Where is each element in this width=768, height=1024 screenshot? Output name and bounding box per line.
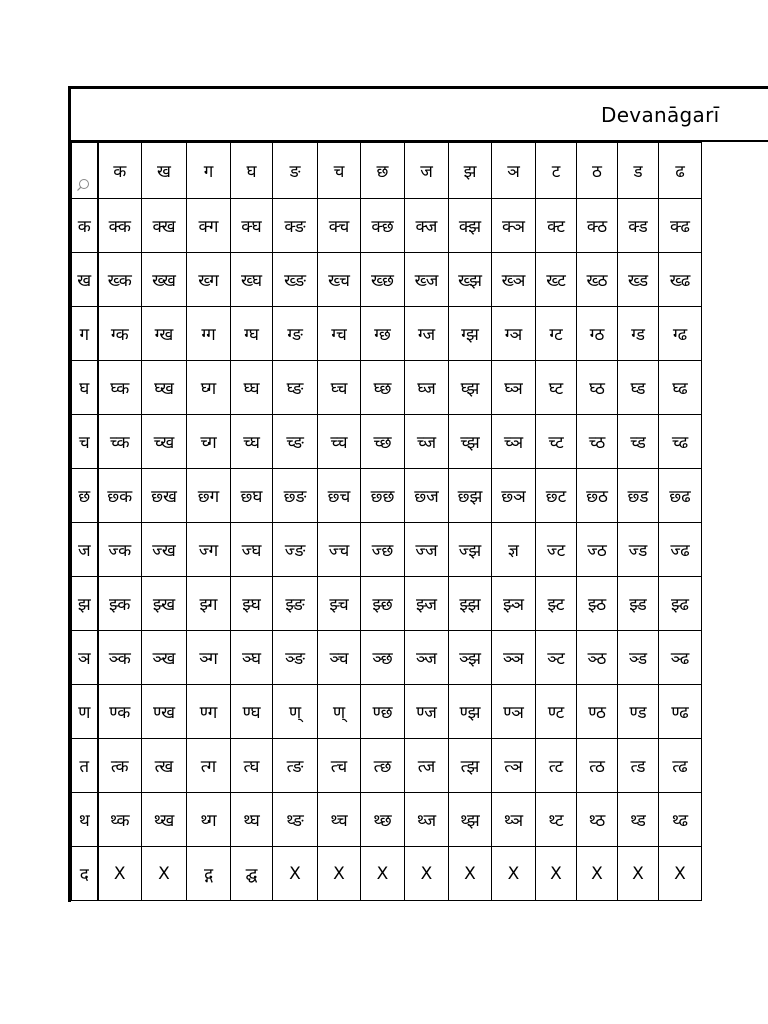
column-header: ख (142, 143, 187, 199)
conjunct-cell: च्ङ (273, 415, 318, 469)
row-header: ञ (72, 631, 98, 685)
conjunct-cell: ण्घ (231, 685, 273, 739)
row-header: ज (72, 523, 98, 577)
conjunct-cell: X (142, 847, 187, 901)
conjunct-cell: छ्झ (449, 469, 492, 523)
conjunct-cell: क्छ (361, 199, 405, 253)
conjunct-cell: ञ्क (98, 631, 142, 685)
conjunct-cell: ण् (273, 685, 318, 739)
conjunct-cell: च्ञ (492, 415, 536, 469)
conjunct-cell: त्ञ (492, 739, 536, 793)
table-row (72, 847, 702, 901)
conjunct-cell: छ्ट (536, 469, 577, 523)
conjunct-cell: छ्ख (142, 469, 187, 523)
conjunct-cell: छ्ज (405, 469, 449, 523)
conjunct-cell: झ्झ (449, 577, 492, 631)
conjunct-cell: त्ज (405, 739, 449, 793)
table-row (72, 361, 702, 415)
conjunct-cell: घ्झ (449, 361, 492, 415)
conjunct-cell: ख्ड (618, 253, 659, 307)
conjunct-cell: ग्ञ (492, 307, 536, 361)
conjunct-cell: च्क (98, 415, 142, 469)
conjunct-cell: ण्ख (142, 685, 187, 739)
conjunct-cell: ख्ठ (577, 253, 618, 307)
conjunct-cell: झ्घ (231, 577, 273, 631)
conjunct-cell: क्च (318, 199, 361, 253)
conjunct-cell: घ्ड (618, 361, 659, 415)
table-row (72, 631, 702, 685)
conjunct-cell: च्घ (231, 415, 273, 469)
conjunct-cell: ण्झ (449, 685, 492, 739)
conjunct-cell: च्ड (618, 415, 659, 469)
conjunct-cell: X (98, 847, 142, 901)
column-header: छ (361, 143, 405, 199)
conjunct-cell: च्छ (361, 415, 405, 469)
conjunct-cell: छ्ङ (273, 469, 318, 523)
magnifier-icon (76, 178, 90, 192)
conjunct-cell: थ्च (318, 793, 361, 847)
conjunct-cell: त्ट (536, 739, 577, 793)
page-title: Devanāgarī (601, 103, 720, 127)
conjunct-cell: ख्ञ (492, 253, 536, 307)
conjunct-cell: च्ढ (659, 415, 702, 469)
conjunct-cell: थ्ज (405, 793, 449, 847)
conjunct-cell: ख्छ (361, 253, 405, 307)
conjunct-cell: थ्ट (536, 793, 577, 847)
conjunct-cell: झ्ज (405, 577, 449, 631)
table-row (72, 523, 702, 577)
conjunct-cell: X (536, 847, 577, 901)
column-header: ज (405, 143, 449, 199)
conjunct-cell: क्ठ (577, 199, 618, 253)
conjunct-cell: ख्घ (231, 253, 273, 307)
conjunct-cell: थ्क (98, 793, 142, 847)
conjunct-cell: ग्ढ (659, 307, 702, 361)
conjunct-cell: ग्घ (231, 307, 273, 361)
table-row (72, 577, 702, 631)
conjunct-cell: थ्ञ (492, 793, 536, 847)
conjunct-cell: त्ङ (273, 739, 318, 793)
conjunct-cell: ण्ग (187, 685, 231, 739)
table-row (72, 307, 702, 361)
conjunct-cell: क्ट (536, 199, 577, 253)
corner-cell (72, 143, 98, 199)
conjunct-cell: छ्छ (361, 469, 405, 523)
conjunct-cell: घ्ख (142, 361, 187, 415)
row-header: छ (72, 469, 98, 523)
row-header: घ (72, 361, 98, 415)
table-row (72, 469, 702, 523)
conjunct-cell: X (318, 847, 361, 901)
conjunct-cell: झ्ञ (492, 577, 536, 631)
conjunct-cell: ञ्ग (187, 631, 231, 685)
column-header: क (98, 143, 142, 199)
conjunct-cell: ण्ज (405, 685, 449, 739)
table-row (72, 415, 702, 469)
conjunct-cell: ञ्ञ (492, 631, 536, 685)
conjunct-cell: ञ्ड (618, 631, 659, 685)
conjunct-cell: झ्छ (361, 577, 405, 631)
conjunct-cell: ग्ट (536, 307, 577, 361)
conjunct-cell: छ्ड (618, 469, 659, 523)
conjunct-cell: ख्क (98, 253, 142, 307)
table-row (72, 685, 702, 739)
conjunct-cell: ण्ट (536, 685, 577, 739)
conjunct-cell: ग्ठ (577, 307, 618, 361)
conjunct-cell: च्ठ (577, 415, 618, 469)
conjunct-cell: छ्ठ (577, 469, 618, 523)
column-header: झ (449, 143, 492, 199)
conjunct-cell: क्झ (449, 199, 492, 253)
conjunct-cell: ग्छ (361, 307, 405, 361)
conjunct-cell: ज्च (318, 523, 361, 577)
column-header: घ (231, 143, 273, 199)
conjunct-cell: त्ड (618, 739, 659, 793)
conjunct-cell: ज्घ (231, 523, 273, 577)
conjunct-cell: ख्ख (142, 253, 187, 307)
conjunct-cell: ञ्ढ (659, 631, 702, 685)
conjunct-cell: क्ड (618, 199, 659, 253)
conjunct-cell: घ्ग (187, 361, 231, 415)
conjunct-cell: छ्ढ (659, 469, 702, 523)
row-header: झ (72, 577, 98, 631)
table-row (72, 793, 702, 847)
title-row (71, 89, 768, 142)
conjunct-cell: त्ख (142, 739, 187, 793)
conjunct-cell: ज्ज (405, 523, 449, 577)
conjunct-cell: झ्ढ (659, 577, 702, 631)
conjunct-cell: ण्छ (361, 685, 405, 739)
conjunct-cell: ज्ख (142, 523, 187, 577)
row-header: ग (72, 307, 98, 361)
conjunct-cell: ण्ड (618, 685, 659, 739)
column-header: ट (536, 143, 577, 199)
conjunct-cell: च्ट (536, 415, 577, 469)
conjunct-cell: ख्ढ (659, 253, 702, 307)
conjunct-cell: झ्च (318, 577, 361, 631)
conjunct-cell: थ्छ (361, 793, 405, 847)
column-header: ग (187, 143, 231, 199)
conjunct-cell: त्ग (187, 739, 231, 793)
conjunct-cell: ज्ञ (492, 523, 536, 577)
conjunct-cell: ग्ख (142, 307, 187, 361)
conjunct-cell: छ्ञ (492, 469, 536, 523)
conjunct-cell: क्ङ (273, 199, 318, 253)
conjunct-cell: ख्ट (536, 253, 577, 307)
conjunct-cell: थ्ग (187, 793, 231, 847)
row-header: थ (72, 793, 98, 847)
row-header: द (72, 847, 98, 901)
conjunct-cell: त्ठ (577, 739, 618, 793)
conjunct-cell: ञ्ट (536, 631, 577, 685)
conjunct-cell: क्ख (142, 199, 187, 253)
conjunct-cell: ज्ग (187, 523, 231, 577)
conjunct-cell: ञ्छ (361, 631, 405, 685)
row-header: ण (72, 685, 98, 739)
conjunct-cell: ज्ट (536, 523, 577, 577)
conjunct-cell: X (361, 847, 405, 901)
conjunct-cell: ख्ज (405, 253, 449, 307)
conjunct-cell: च्ग (187, 415, 231, 469)
conjunct-cell: क्ञ (492, 199, 536, 253)
conjunct-cell: ज्ढ (659, 523, 702, 577)
conjunct-cell: ज्झ (449, 523, 492, 577)
conjunct-cell: थ्ठ (577, 793, 618, 847)
conjunct-cell: ञ्ज (405, 631, 449, 685)
conjunct-cell: च्ख (142, 415, 187, 469)
conjunct-cell: छ्ग (187, 469, 231, 523)
conjunct-cell: झ्ख (142, 577, 187, 631)
conjunct-cell: क्ढ (659, 199, 702, 253)
conjunct-cell: ख्च (318, 253, 361, 307)
conjunct-cell: क्क (98, 199, 142, 253)
conjunct-cell: क्घ (231, 199, 273, 253)
conjunct-cell: X (273, 847, 318, 901)
row-header: च (72, 415, 98, 469)
conjunct-cell: घ्च (318, 361, 361, 415)
column-header: ठ (577, 143, 618, 199)
conjunct-cell: थ्झ (449, 793, 492, 847)
conjunct-cell: क्ज (405, 199, 449, 253)
conjunct-cell: घ्ढ (659, 361, 702, 415)
column-header: च (318, 143, 361, 199)
conjunct-cell: ज्ङ (273, 523, 318, 577)
row-header: त (72, 739, 98, 793)
conjunct-cell: झ्ङ (273, 577, 318, 631)
table-row (72, 739, 702, 793)
conjunct-cell: ण्ञ (492, 685, 536, 739)
conjunct-cell: X (577, 847, 618, 901)
conjunct-cell: त्घ (231, 739, 273, 793)
conjunct-cell: छ्घ (231, 469, 273, 523)
conjunct-cell: थ्ढ (659, 793, 702, 847)
conjunct-cell: घ्ङ (273, 361, 318, 415)
spreadsheet-sheet (68, 86, 768, 902)
conjunct-cell: ञ्ठ (577, 631, 618, 685)
conjunct-cell: झ्ट (536, 577, 577, 631)
conjunct-cell: ग्ग (187, 307, 231, 361)
conjunct-cell: द्घ (231, 847, 273, 901)
conjunct-cell: थ्ख (142, 793, 187, 847)
conjunct-table (71, 142, 702, 901)
conjunct-cell: ञ्ख (142, 631, 187, 685)
column-header: ढ (659, 143, 702, 199)
column-header-row (72, 143, 702, 199)
conjunct-cell: ग्ङ (273, 307, 318, 361)
conjunct-cell: ज्छ (361, 523, 405, 577)
conjunct-cell: ण्ठ (577, 685, 618, 739)
conjunct-cell: घ्घ (231, 361, 273, 415)
conjunct-cell: ज्ड (618, 523, 659, 577)
conjunct-cell: घ्ज (405, 361, 449, 415)
conjunct-cell: छ्क (98, 469, 142, 523)
row-header: ख (72, 253, 98, 307)
column-header: ङ (273, 143, 318, 199)
conjunct-cell: ग्ज (405, 307, 449, 361)
conjunct-cell: झ्ग (187, 577, 231, 631)
table-row (72, 253, 702, 307)
conjunct-cell: त्च (318, 739, 361, 793)
conjunct-cell: X (492, 847, 536, 901)
table-row (72, 199, 702, 253)
conjunct-cell: झ्ठ (577, 577, 618, 631)
conjunct-cell: ख्ग (187, 253, 231, 307)
conjunct-cell: ख्झ (449, 253, 492, 307)
conjunct-cell: त्ढ (659, 739, 702, 793)
conjunct-cell: द्ग (187, 847, 231, 901)
conjunct-cell: थ्घ (231, 793, 273, 847)
conjunct-cell: च्ज (405, 415, 449, 469)
conjunct-cell: झ्ड (618, 577, 659, 631)
column-header: ड (618, 143, 659, 199)
conjunct-cell: X (449, 847, 492, 901)
conjunct-cell: ञ्घ (231, 631, 273, 685)
conjunct-cell: ग्च (318, 307, 361, 361)
conjunct-cell: ञ्झ (449, 631, 492, 685)
conjunct-cell: घ्छ (361, 361, 405, 415)
conjunct-cell: X (405, 847, 449, 901)
conjunct-cell: ख्ङ (273, 253, 318, 307)
conjunct-cell: त्छ (361, 739, 405, 793)
conjunct-cell: घ्क (98, 361, 142, 415)
conjunct-cell: त्झ (449, 739, 492, 793)
conjunct-cell: X (618, 847, 659, 901)
conjunct-cell: ग्क (98, 307, 142, 361)
conjunct-cell: त्क (98, 739, 142, 793)
conjunct-cell: ञ्ङ (273, 631, 318, 685)
conjunct-cell: च्झ (449, 415, 492, 469)
conjunct-cell: झ्क (98, 577, 142, 631)
conjunct-cell: ज्क (98, 523, 142, 577)
conjunct-cell: ण्ढ (659, 685, 702, 739)
conjunct-cell: घ्ञ (492, 361, 536, 415)
column-header: ञ (492, 143, 536, 199)
conjunct-cell: ण्क (98, 685, 142, 739)
conjunct-cell: घ्ट (536, 361, 577, 415)
conjunct-cell: ग्झ (449, 307, 492, 361)
conjunct-cell: घ्ठ (577, 361, 618, 415)
conjunct-cell: च्च (318, 415, 361, 469)
conjunct-cell: ज्ठ (577, 523, 618, 577)
conjunct-cell: ग्ड (618, 307, 659, 361)
conjunct-cell: थ्ङ (273, 793, 318, 847)
conjunct-cell: क्ग (187, 199, 231, 253)
conjunct-cell: ण् (318, 685, 361, 739)
conjunct-cell: ञ्च (318, 631, 361, 685)
conjunct-cell: थ्ड (618, 793, 659, 847)
conjunct-cell: X (659, 847, 702, 901)
row-header: क (72, 199, 98, 253)
conjunct-cell: छ्च (318, 469, 361, 523)
